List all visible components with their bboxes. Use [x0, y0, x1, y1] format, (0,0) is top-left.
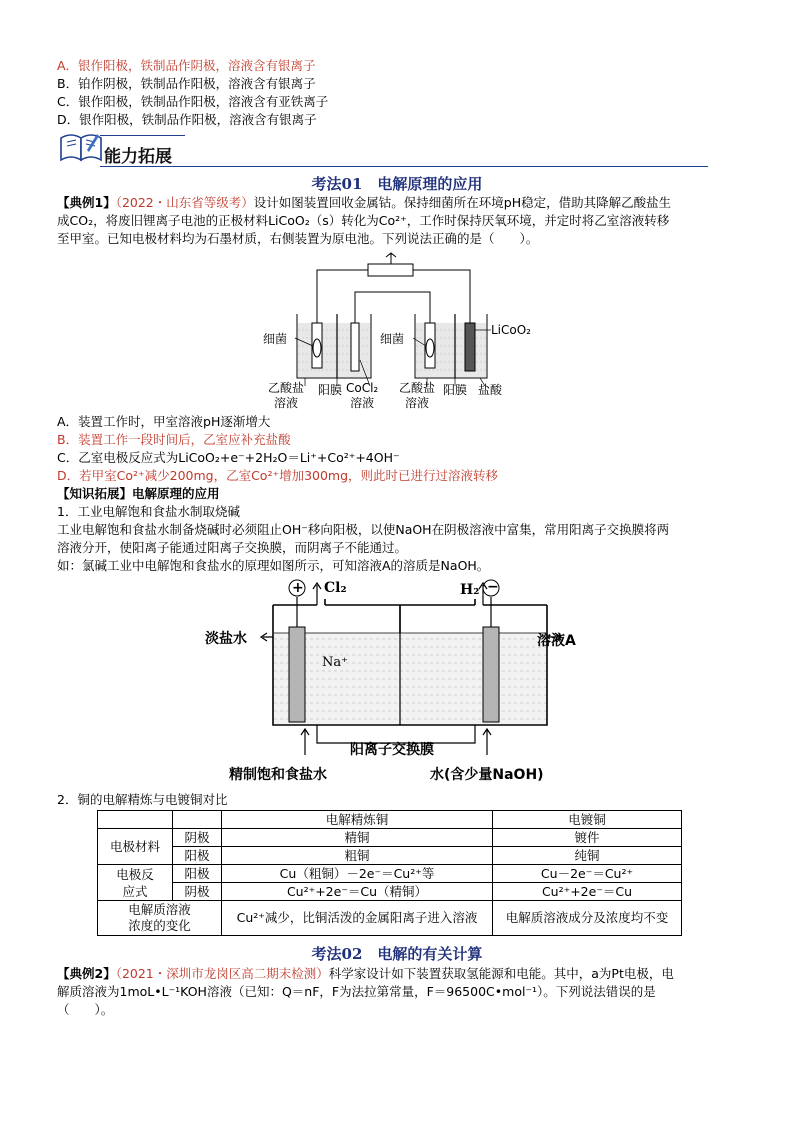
option-c-top: C．银作阳极，铁制品作阳极，溶液含有亚铁离子 [57, 94, 329, 109]
option-a-top: A．银作阳极，铁制品作阴极，溶液含有银离子 [57, 58, 316, 73]
book-icon [57, 128, 105, 164]
example1-line2: 成CO₂，将废旧锂离子电池的正极材料LiCoO₂（s）转化为Co²⁺，工作时保持厌氧环境，并定时将乙室溶液转移 [57, 213, 670, 228]
label-bacteria-right: 细菌 [380, 332, 405, 346]
cell-anode: 阳极 [173, 847, 222, 865]
cell-value: 电解质溶液成分及浓度均不变 [493, 901, 682, 936]
label-acetate-left: 乙酸盐 溶液 [268, 381, 305, 410]
cell-cathode: 阴极 [173, 883, 222, 901]
knowledge-item2: 2．铜的电解精炼与电镀铜对比 [57, 792, 228, 807]
label-acetate-right: 乙酸盐 溶液 [399, 381, 436, 410]
section-title: 能力拓展 [104, 147, 172, 167]
label-hcl: 盐酸 [478, 383, 503, 397]
cell-cathode: 阴极 [173, 829, 222, 847]
example1-text1: 设计如图装置回收金属钴。保持细菌所在环境pH稳定，借助其降解乙酸盐生 [253, 195, 672, 210]
copper-comparison-table [97, 810, 682, 936]
knowledge-label: 【知识拓展】电解原理的应用 [57, 486, 220, 501]
example1-label: 【典例1】 [57, 195, 116, 210]
label-membrane-left: 阳膜 [318, 383, 343, 397]
label-brine: 精制饱和食盐水 [229, 767, 327, 783]
example1-option-b: B．装置工作一段时间后，乙室应补充盐酸 [57, 432, 291, 447]
example1-option-d: D．若甲室Co²⁺减少200mg，乙室Co²⁺增加300mg，则此时已进行过溶液转移 [57, 468, 499, 483]
section-divider [100, 166, 708, 167]
cell-value: 镀件 [493, 829, 682, 847]
label-cl2: Cl₂ [324, 580, 347, 596]
example2-line3: （ ）。 [57, 1002, 114, 1017]
example1-line3: 至甲室。已知电极材料均为石墨材质，右侧装置为原电池。下列说法正确的是（ ）。 [57, 231, 539, 246]
row-concentration-change: 电解质溶液 浓度的变化 [98, 901, 222, 936]
row-electrode-material: 电极材料 [98, 829, 173, 865]
knowledge-p1: 工业电解饱和食盐水制备烧碱时必须阻止OH⁻移向阳极，以使NaOH在阴极溶液中富集，常用阳离子交换膜将两 [57, 522, 670, 537]
example1-source: （2022・山东省等级考） [115, 195, 254, 210]
example2-text1: 科学家设计如下装置获取氢能源和电能。其中，a为Pt电极，电 [328, 966, 674, 981]
knowledge-p3: 如：氯碱工业中电解饱和食盐水的原理如图所示，可知溶液A的溶质是NaOH。 [57, 558, 490, 573]
option-d-top: D．银作阳极，铁制品作阳极，溶液含有银离子 [57, 112, 317, 127]
label-water: 水(含少量NaOH) [430, 767, 544, 783]
table-header-plating: 电镀铜 [493, 811, 682, 829]
knowledge-item1: 1．工业电解饱和食盐水制取烧碱 [57, 504, 240, 519]
cell-value: Cu－2e⁻＝Cu²⁺ [493, 865, 682, 883]
label-membrane: 阳离子交换膜 [350, 742, 434, 758]
example1-line1 [57, 194, 671, 211]
example2-source: （2021・深圳市龙岗区高二期末检测） [115, 966, 329, 981]
row-electrode-reaction: 电极反 应式 [98, 865, 173, 901]
label-na-ion: Na⁺ [322, 655, 348, 670]
cell-value: Cu²⁺减少，比铜活泼的金属阳离子进入溶液 [222, 901, 493, 936]
label-solution-a: 溶液A [537, 633, 576, 649]
cell-anode: 阳极 [173, 865, 222, 883]
plus-sign: + [292, 580, 304, 596]
cell-value: Cu²⁺+2e⁻＝Cu（精铜） [222, 883, 493, 901]
example1-option-a: A．装置工作时，甲室溶液pH逐渐增大 [57, 414, 271, 429]
label-cocl2: CoCl₂ 溶液 [346, 381, 379, 410]
example2-label: 【典例2】 [57, 966, 116, 981]
label-licoo2: LiCoO₂ [491, 323, 531, 337]
method2-title: 考法02 电解的有关计算 [311, 945, 483, 963]
label-dilute-brine: 淡盐水 [205, 631, 247, 647]
label-bacteria-left: 细菌 [263, 332, 288, 346]
method1-title: 考法01 电解原理的应用 [311, 175, 483, 193]
section-divider-top [100, 135, 185, 136]
cell-value: 纯铜 [493, 847, 682, 865]
label-membrane-right: 阳膜 [443, 383, 468, 397]
cell-value: 精铜 [222, 829, 493, 847]
example1-option-c: C．乙室电极反应式为LiCoO₂+e⁻+2H₂O＝Li⁺+Co²⁺+4OH⁻ [57, 450, 400, 465]
example2-line1 [57, 965, 674, 982]
knowledge-p2: 溶液分开，使阳离子能通过阳离子交换膜，而阴离子不能通过。 [57, 540, 408, 555]
example2-line2: 解质溶液为1moL•L⁻¹KOH溶液（已知：Q＝nF，F为法拉第常量，F＝96500C•mol⁻¹）。下列说法错误的是 [57, 984, 656, 999]
table-header-refining: 电解精炼铜 [222, 811, 493, 829]
cell-value: Cu（粗铜）－2e⁻＝Cu²⁺等 [222, 865, 493, 883]
cell-value: 粗铜 [222, 847, 493, 865]
option-b-top: B．铂作阴极，铁制品作阳极，溶液含有银离子 [57, 76, 316, 91]
label-h2: H₂ [460, 582, 480, 598]
cell-value: Cu²⁺+2e⁻＝Cu [493, 883, 682, 901]
minus-sign: − [487, 579, 499, 595]
